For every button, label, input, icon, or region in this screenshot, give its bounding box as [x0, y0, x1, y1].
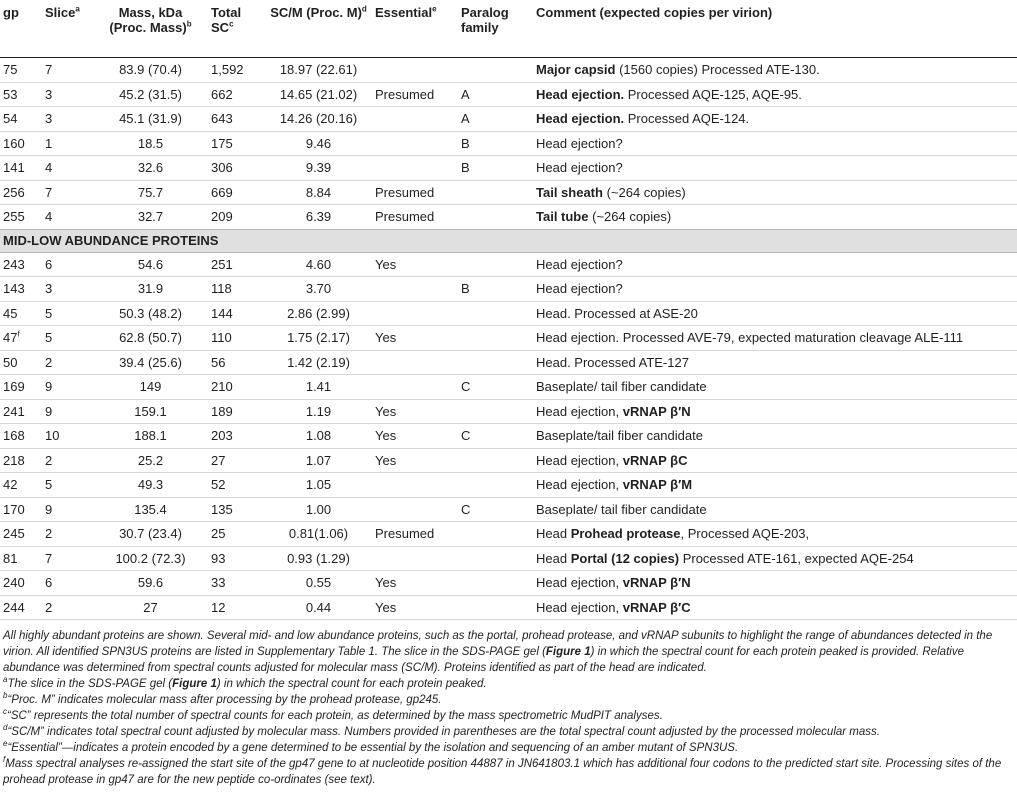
table-footnotes: [3, 628, 1013, 788]
cell-scm: 8.84: [305, 184, 332, 200]
cell-comment: Tail sheath (~264 copies): [536, 184, 686, 200]
cell-gp: 45: [3, 305, 18, 321]
cell-slice: 7: [45, 550, 53, 566]
table-row: [0, 180, 1017, 205]
cell-mass: 135.4: [134, 501, 167, 517]
cell-comment: Head. Processed at ASE-20: [536, 305, 698, 321]
cell-total-sc: 203: [211, 428, 233, 443]
cell-essential: [372, 277, 458, 302]
cell-scm: 1.41: [305, 379, 332, 394]
cell-gp: 170: [3, 501, 25, 517]
cell-scm: 0.55: [305, 575, 332, 590]
cell-total-sc: 110: [211, 330, 232, 345]
header-total-sc: Total $SC^c$: [211, 5, 242, 35]
cell-slice: 9: [45, 379, 53, 394]
table-row: [0, 399, 1017, 424]
cell-comment: Head ejection. Processed AVE-79, expected maturation cleavage ALE-111: [536, 330, 964, 345]
cell-total-sc: 210: [211, 379, 233, 394]
table-row: [0, 522, 1017, 547]
cell-essential: [372, 375, 458, 400]
cell-scm: 4.60: [305, 256, 332, 272]
cell-paralog: B: [461, 281, 470, 296]
cell-paralog: [458, 399, 533, 424]
cell-total-sc: 27: [211, 452, 226, 468]
header-slice: Slice$^a$: [45, 4, 80, 20]
cell-total-sc: 12: [211, 599, 226, 615]
cell-essential: Yes: [375, 599, 397, 615]
cell-paralog: C: [461, 379, 471, 394]
cell-total-sc: 306: [211, 160, 233, 175]
cell-paralog: [458, 595, 533, 620]
cell-comment: Head ejection, vRNAP βC: [536, 452, 688, 468]
table-row: [0, 205, 1017, 230]
cell-essential: Yes: [375, 575, 397, 590]
header-comment: Comment (expected copies per virion): [536, 5, 773, 20]
cell-paralog: [458, 522, 533, 547]
cell-slice: 5: [45, 305, 53, 321]
cell-comment: Baseplate/tail fiber candidate: [536, 428, 703, 443]
cell-essential: Yes: [375, 452, 397, 468]
footnote-b: $^b$“Proc. M” indicates molecular mass after processing by the prohead protease, gp245.: [3, 691, 442, 706]
table-body-high: [0, 58, 1017, 230]
cell-gp: 53: [3, 86, 18, 102]
table-row: [0, 58, 1017, 83]
cell-scm: 18.97 (22.61): [279, 62, 358, 77]
cell-gp: 168: [3, 428, 25, 443]
table-row: [0, 82, 1017, 107]
cell-paralog: B: [461, 160, 470, 175]
cell-slice: 6: [45, 575, 53, 590]
cell-scm: 1.75 (2.17): [287, 330, 350, 345]
cell-slice: 2: [45, 526, 53, 541]
cell-essential: [372, 497, 458, 522]
cell-paralog: [458, 571, 533, 596]
cell-total-sc: 52: [211, 477, 226, 492]
cell-essential: Yes: [375, 256, 397, 272]
cell-paralog: [458, 180, 533, 205]
cell-essential: Presumed: [375, 526, 435, 541]
cell-total-sc: 662: [211, 86, 233, 102]
cell-slice: 9: [45, 501, 53, 517]
cell-mass: 83.9 (70.4): [119, 62, 182, 77]
cell-scm: 1.05: [305, 477, 332, 492]
table-row: [0, 107, 1017, 132]
cell-scm: 9.46: [305, 135, 332, 151]
cell-paralog: [458, 448, 533, 473]
cell-gp: 47$^f$: [3, 329, 20, 345]
cell-essential: [372, 473, 458, 498]
cell-mass: 159.1: [134, 403, 167, 419]
cell-mass: 32.7: [137, 209, 164, 224]
cell-essential: Yes: [375, 330, 397, 345]
cell-gp: 244: [3, 599, 25, 615]
table-row: [0, 131, 1017, 156]
cell-total-sc: 144: [211, 305, 233, 321]
cell-total-sc: 118: [211, 281, 232, 296]
cell-slice: 2: [45, 354, 53, 370]
cell-slice: 9: [45, 403, 53, 419]
cell-essential: Presumed: [375, 184, 435, 200]
cell-mass: 45.2 (31.5): [119, 86, 182, 102]
table-section: [0, 229, 1017, 252]
cell-gp: 241: [3, 403, 25, 419]
table-body-low: [0, 252, 1017, 620]
footnote-c: $^c$“SC” represents the total number of spectral counts for each protein, as determined by the mass spectrometric MudPIT analyses.: [3, 707, 663, 722]
cell-comment: Head ejection. Processed AQE-124.: [536, 111, 750, 126]
cell-paralog: [458, 473, 533, 498]
cell-comment: Major capsid (1560 copies) Processed ATE-130.: [536, 62, 820, 77]
cell-paralog: A: [461, 86, 470, 102]
cell-gp: 256: [3, 184, 25, 200]
table-row: [0, 277, 1017, 302]
cell-paralog: [458, 58, 533, 83]
cell-paralog: B: [461, 135, 470, 151]
cell-essential: Yes: [375, 403, 397, 419]
cell-paralog: [458, 326, 533, 351]
cell-mass: 18.5: [137, 135, 164, 151]
cell-essential: [372, 156, 458, 181]
cell-mass: 188.1: [134, 428, 167, 443]
table-row: [0, 595, 1017, 620]
cell-comment: Baseplate/ tail fiber candidate: [536, 379, 707, 394]
cell-essential: [372, 350, 458, 375]
cell-paralog: [458, 252, 533, 277]
table-row: [0, 301, 1017, 326]
cell-scm: 0.93 (1.29): [287, 550, 350, 566]
cell-mass: 30.7 (23.4): [119, 526, 182, 541]
cell-comment: Head ejection?: [536, 256, 623, 272]
cell-scm: 9.39: [305, 160, 332, 175]
cell-paralog: C: [461, 428, 471, 443]
cell-gp: 240: [3, 575, 25, 590]
cell-comment: Head ejection, vRNAP β′C: [536, 599, 691, 615]
header-paralog: Paralog family: [461, 5, 509, 35]
cell-comment: Head. Processed ATE-127: [536, 354, 689, 370]
cell-slice: 4: [45, 209, 53, 224]
cell-scm: 0.44: [305, 599, 332, 615]
table-row: [0, 156, 1017, 181]
cell-essential: [372, 107, 458, 132]
cell-comment: Head Prohead protease, Processed AQE-203,: [536, 526, 810, 541]
cell-comment: Head Portal (12 copies) Processed ATE-161, expected AQE-254: [536, 550, 914, 566]
footnote-e: $^e$“Essential”—indicates a protein encoded by a gene determined to be essential by the isolation and sequencing of an amber mutant of SPN3US.: [3, 739, 739, 754]
cell-slice: 6: [45, 256, 53, 272]
cell-gp: 75: [3, 62, 18, 77]
cell-scm: 14.65 (21.02): [279, 86, 358, 102]
cell-scm: 1.08: [305, 428, 332, 443]
cell-essential: [372, 58, 458, 83]
table-row: [0, 326, 1017, 351]
cell-mass: 31.9: [137, 281, 164, 296]
cell-paralog: A: [461, 111, 470, 126]
header-essential: Essential$^e$: [375, 4, 437, 20]
cell-gp: 50: [3, 354, 18, 370]
table-row: [0, 497, 1017, 522]
cell-slice: 2: [45, 599, 53, 615]
cell-mass: 59.6: [137, 575, 164, 590]
cell-mass: 49.3: [137, 477, 164, 492]
cell-essential: [372, 546, 458, 571]
cell-total-sc: 1,592: [211, 62, 244, 77]
cell-slice: 5: [45, 330, 53, 345]
footnote-main: All highly abundant proteins are shown. Several mid- and low abundance proteins, such as the portal, prohead protease, and vRNAP subunits to highlight the range of abundances detected in the virion. All identified SPN3US proteins are listed in Supplementary Table 1. The slice in the SDS-PAGE gel (Figure 1) in which the spectral count for each protein peaked is provided. Relative abundance was determined from spectral counts adjusted for molecular mass (SC/M). Proteins identified as part of the head are indicated.: [3, 630, 993, 674]
table-row: [0, 375, 1017, 400]
cell-scm: 0.81(1.06): [288, 526, 349, 541]
cell-essential: [372, 301, 458, 326]
cell-essential: Presumed: [375, 86, 435, 102]
cell-essential: Yes: [375, 428, 397, 443]
cell-scm: 1.07: [305, 452, 332, 468]
cell-slice: 3: [45, 111, 53, 126]
cell-gp: 169: [3, 379, 25, 394]
header-scm: SC/M (Proc. M)$^d$: [270, 4, 367, 20]
cell-comment: Tail tube (~264 copies): [536, 209, 672, 224]
cell-total-sc: 135: [211, 501, 233, 517]
table-row: [0, 571, 1017, 596]
cell-slice: 7: [45, 62, 53, 77]
header-gp: gp: [3, 5, 19, 20]
cell-slice: 2: [45, 452, 53, 468]
cell-total-sc: 209: [211, 209, 233, 224]
cell-mass: 62.8 (50.7): [119, 330, 182, 345]
cell-paralog: C: [461, 501, 471, 517]
header-mass: Mass, kDa (Proc. Mass)$^b$: [109, 5, 192, 35]
cell-essential: Presumed: [375, 209, 435, 224]
cell-mass: 25.2: [137, 452, 164, 468]
table-row: [0, 546, 1017, 571]
cell-gp: 218: [3, 452, 25, 468]
cell-slice: 4: [45, 160, 53, 175]
cell-gp: 42: [3, 477, 18, 492]
cell-mass: 75.7: [137, 184, 164, 200]
cell-comment: Head ejection, vRNAP β′N: [536, 575, 691, 590]
cell-gp: 245: [3, 526, 25, 541]
cell-gp: 54: [3, 111, 18, 126]
cell-gp: 160: [3, 135, 25, 151]
footnote-d: $^d$“SC/M” indicates total spectral count adjusted by molecular mass. Numbers provided in parentheses are the total spectral count adjusted by the processed molecular mass.: [3, 723, 880, 738]
cell-mass: 50.3 (48.2): [119, 305, 182, 321]
cell-total-sc: 189: [211, 403, 233, 419]
cell-scm: 6.39: [305, 209, 332, 224]
cell-slice: 3: [45, 86, 53, 102]
cell-slice: 5: [45, 477, 53, 492]
cell-slice: 7: [45, 184, 53, 200]
cell-slice: 3: [45, 281, 53, 296]
cell-slice: 10: [45, 428, 60, 443]
cell-comment: Head ejection?: [536, 160, 623, 175]
cell-gp: 255: [3, 209, 25, 224]
cell-total-sc: 33: [211, 575, 226, 590]
table-row: [0, 473, 1017, 498]
cell-total-sc: 669: [211, 184, 233, 200]
cell-scm: 1.00: [305, 501, 332, 517]
table-header: [0, 0, 1017, 58]
footnote-f: $^f$Mass spectral analyses re-assigned the start site of the gp47 gene to at nucleotide position 44887 in JN641803.1 which has additional four codons to the predicted start site. Processing sites of the prohead protease in gp47 are for the new peptide co-ordinates (see text).: [3, 755, 1002, 786]
cell-comment: Head ejection, vRNAP β′M: [536, 477, 693, 492]
cell-paralog: [458, 546, 533, 571]
cell-total-sc: 251: [211, 256, 233, 272]
cell-mass: 39.4 (25.6): [119, 354, 182, 370]
cell-mass: 45.1 (31.9): [119, 111, 182, 126]
table-row: [0, 448, 1017, 473]
cell-paralog: [458, 350, 533, 375]
cell-paralog: [458, 301, 533, 326]
table-row: [0, 424, 1017, 449]
cell-gp: 243: [3, 256, 25, 272]
cell-paralog: [458, 205, 533, 230]
cell-mass: 54.6: [137, 256, 164, 272]
cell-total-sc: 643: [211, 111, 233, 126]
cell-total-sc: 56: [211, 354, 226, 370]
cell-comment: Head ejection?: [536, 281, 623, 296]
section-heading: MID-LOW ABUNDANCE PROTEINS: [0, 229, 1017, 252]
cell-mass: 100.2 (72.3): [115, 550, 186, 566]
cell-scm: 1.19: [305, 403, 332, 419]
cell-comment: Head ejection?: [536, 135, 623, 151]
cell-scm: 1.42 (2.19): [287, 354, 350, 370]
cell-comment: Head ejection, vRNAP β′N: [536, 403, 691, 419]
cell-total-sc: 25: [211, 526, 226, 541]
cell-total-sc: 175: [211, 135, 233, 151]
cell-gp: 143: [3, 281, 25, 296]
table-row: [0, 350, 1017, 375]
cell-slice: 1: [45, 135, 53, 151]
cell-total-sc: 93: [211, 550, 226, 566]
cell-scm: 14.26 (20.16): [279, 111, 358, 126]
cell-mass: 32.6: [137, 160, 164, 175]
cell-gp: 141: [3, 160, 25, 175]
cell-scm: 3.70: [305, 281, 332, 296]
cell-mass: 27: [143, 599, 158, 615]
cell-essential: [372, 131, 458, 156]
cell-scm: 2.86 (2.99): [287, 305, 350, 321]
footnote-a: $^a$The slice in the SDS-PAGE gel (Figure 1) in which the spectral count for each protein peaked.: [3, 675, 487, 690]
table-row: [0, 252, 1017, 277]
cell-comment: Baseplate/ tail fiber candidate: [536, 501, 707, 517]
cell-gp: 81: [3, 550, 18, 566]
cell-mass: 149: [139, 379, 162, 394]
cell-comment: Head ejection. Processed AQE-125, AQE-95.: [536, 86, 802, 102]
